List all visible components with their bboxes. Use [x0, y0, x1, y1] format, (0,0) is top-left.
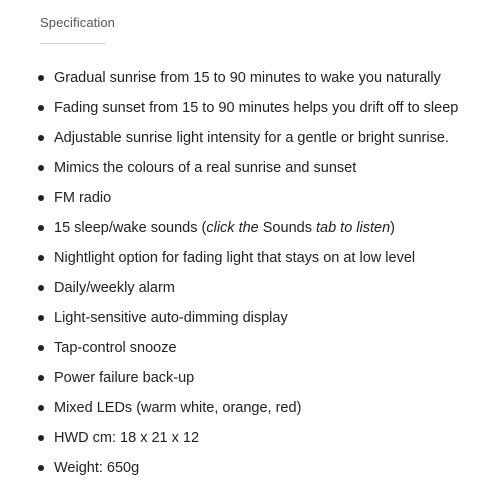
- bullet-icon: [38, 75, 44, 81]
- list-item-text-part: 15 sleep/wake sounds (: [54, 220, 207, 236]
- list-item: [0, 93, 500, 123]
- bullet-icon: [38, 285, 44, 291]
- list-item: [0, 453, 500, 483]
- list-item: [0, 333, 500, 363]
- list-item: [0, 183, 500, 213]
- list-item-text: Weight: 650g: [54, 460, 140, 476]
- list-item-text: Light-sensitive auto-dimming display: [54, 310, 288, 326]
- specification-list: [0, 63, 500, 483]
- list-item: [0, 153, 500, 183]
- list-item: [0, 243, 500, 273]
- list-item: [0, 363, 500, 393]
- heading-underline: [40, 43, 106, 44]
- list-item-text-part: ): [390, 220, 395, 236]
- list-item: [0, 423, 500, 453]
- bullet-icon: [38, 375, 44, 381]
- list-item-text: Mimics the colours of a real sunrise and sunset: [54, 160, 357, 176]
- bullet-icon: [38, 405, 44, 411]
- list-item: [0, 303, 500, 333]
- bullet-icon: [38, 195, 44, 201]
- bullet-icon: [38, 135, 44, 141]
- list-item: [0, 273, 500, 303]
- list-item: [0, 63, 500, 93]
- instruction-text: click the: [206, 220, 263, 236]
- instruction-text: tab to listen: [311, 220, 391, 236]
- list-item-text: Power failure back-up: [54, 370, 195, 386]
- list-item-text: [54, 220, 395, 236]
- sounds-tab-reference: Sounds: [262, 220, 312, 236]
- list-item-text: FM radio: [54, 190, 112, 206]
- bullet-icon: [38, 345, 44, 351]
- bullet-icon: [38, 255, 44, 261]
- list-item-text: Fading sunset from 15 to 90 minutes helps you drift off to sleep: [54, 100, 459, 116]
- list-item-text: Adjustable sunrise light intensity for a gentle or bright sunrise.: [54, 130, 449, 146]
- list-item-text: Tap-control snooze: [54, 340, 177, 356]
- bullet-icon: [38, 315, 44, 321]
- list-item-text: Mixed LEDs (warm white, orange, red): [54, 400, 302, 416]
- bullet-icon: [38, 105, 44, 111]
- list-item: [0, 213, 500, 243]
- bullet-icon: [38, 465, 44, 471]
- list-item-text: Daily/weekly alarm: [54, 280, 175, 296]
- list-item: [0, 123, 500, 153]
- list-item-text: Gradual sunrise from 15 to 90 minutes to wake you naturally: [54, 70, 441, 86]
- list-item-text: Nightlight option for fading light that stays on at low level: [54, 250, 416, 266]
- bullet-icon: [38, 435, 44, 441]
- bullet-icon: [38, 165, 44, 171]
- list-item-text: HWD cm: 18 x 21 x 12: [54, 430, 200, 446]
- bullet-icon: [38, 225, 44, 231]
- specification-heading: Specification: [40, 15, 116, 30]
- list-item: [0, 393, 500, 423]
